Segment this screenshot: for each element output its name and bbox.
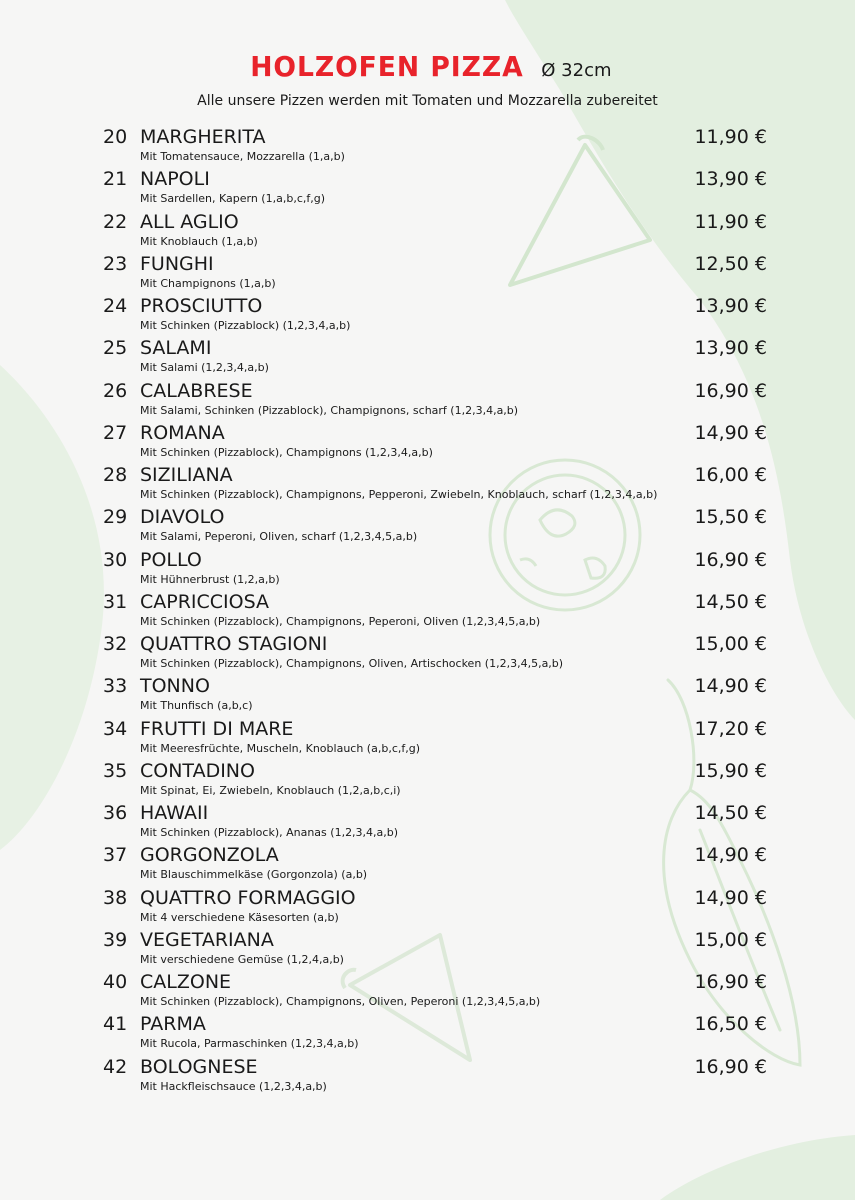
item-price: 15,00 €	[694, 928, 767, 951]
list-item	[0, 378, 855, 420]
item-name: TONNO	[140, 675, 210, 698]
item-name: ROMANA	[140, 421, 225, 444]
item-name: SIZILIANA	[140, 464, 233, 486]
item-name: CALABRESE	[140, 379, 253, 402]
item-number: 24	[103, 295, 128, 317]
item-description: Mit Blauschimmelkäse (Gorgonzola) (a,b)	[140, 868, 368, 882]
item-description: Mit Thunfisch (a,b,c)	[140, 699, 253, 713]
item-price: 16,90 €	[694, 548, 767, 571]
item-price: 16,90 €	[694, 971, 767, 993]
pizza-size: Ø 32cm	[541, 60, 612, 81]
list-item	[0, 166, 855, 208]
item-description: Mit Schinken (Pizzablock), Ananas (1,2,3,4,a,b)	[140, 826, 399, 839]
item-number: 26	[103, 379, 128, 402]
item-price: 16,00 €	[694, 464, 767, 486]
item-number: 41	[103, 1013, 128, 1036]
list-item	[0, 800, 855, 842]
item-description: Mit Meeresfrüchte, Muscheln, Knoblauch (a,b,c,f,g)	[140, 741, 421, 755]
item-description: Mit Salami (1,2,3,4,a,b)	[140, 361, 269, 375]
item-price: 14,90 €	[694, 844, 767, 867]
item-number: 37	[103, 844, 128, 867]
item-price: 16,50 €	[694, 1013, 767, 1036]
item-name: CONTADINO	[140, 759, 255, 782]
list-item	[0, 842, 855, 884]
item-name: PROSCIUTTO	[140, 295, 263, 317]
list-item	[0, 885, 855, 927]
item-number: 20	[103, 126, 128, 148]
item-price: 16,90 €	[694, 1055, 767, 1078]
item-description: Mit Schinken (Pizzablock), Champignons, Oliven, Peperoni (1,2,3,4,5,a,b)	[140, 995, 541, 1008]
item-description: Mit 4 verschiedene Käsesorten (a,b)	[140, 910, 339, 924]
item-price: 14,90 €	[694, 886, 767, 909]
item-description: Mit Champignons (1,a,b)	[140, 276, 276, 290]
item-number: 40	[103, 971, 128, 993]
item-name: MARGHERITA	[140, 126, 266, 148]
item-description: Mit Salami, Peperoni, Oliven, scharf (1,2,3,4,5,a,b)	[140, 530, 418, 544]
item-number: 30	[103, 548, 128, 571]
item-number: 39	[103, 928, 128, 951]
item-number: 32	[103, 633, 128, 655]
item-name: BOLOGNESE	[140, 1055, 258, 1078]
item-price: 11,90 €	[694, 210, 767, 233]
item-name: NAPOLI	[140, 168, 210, 191]
list-item	[0, 251, 855, 293]
item-name: SALAMI	[140, 337, 212, 360]
item-description: Mit Rucola, Parmaschinken (1,2,3,4,a,b)	[140, 1037, 359, 1051]
item-price: 14,90 €	[694, 675, 767, 698]
list-item	[0, 1054, 855, 1096]
item-number: 29	[103, 506, 128, 529]
item-description: Mit Schinken (Pizzablock), Champignons (1,2,3,4,a,b)	[140, 445, 433, 459]
menu-header	[0, 50, 855, 83]
list-item	[0, 673, 855, 715]
item-number: 22	[103, 210, 128, 233]
item-description: Mit Sardellen, Kapern (1,a,b,c,f,g)	[140, 192, 326, 206]
item-price: 12,50 €	[694, 252, 767, 275]
item-number: 31	[103, 590, 128, 613]
item-price: 15,50 €	[694, 506, 767, 529]
list-item	[0, 547, 855, 589]
item-price: 13,90 €	[694, 337, 767, 360]
item-number: 27	[103, 421, 128, 444]
item-number: 23	[103, 252, 128, 275]
item-price: 13,90 €	[694, 295, 767, 317]
item-number: 25	[103, 337, 128, 360]
list-item	[0, 420, 855, 462]
list-item	[0, 209, 855, 251]
item-number: 21	[103, 168, 128, 191]
item-name: DIAVOLO	[140, 506, 225, 529]
item-price: 15,90 €	[694, 759, 767, 782]
list-item	[0, 716, 855, 758]
item-number: 42	[103, 1055, 128, 1078]
item-number: 38	[103, 886, 128, 909]
item-description: Mit Schinken (Pizzablock), Champignons, Oliven, Artischocken (1,2,3,4,5,a,b)	[140, 657, 564, 670]
item-number: 34	[103, 717, 128, 740]
list-item	[0, 589, 855, 631]
list-item	[0, 1011, 855, 1053]
item-price: 17,20 €	[694, 717, 767, 740]
item-description: Mit Salami, Schinken (Pizzablock), Champignons, scharf (1,2,3,4,a,b)	[140, 403, 519, 417]
item-price: 13,90 €	[694, 168, 767, 191]
item-price: 14,50 €	[694, 802, 767, 824]
item-name: GORGONZOLA	[140, 844, 279, 867]
list-item	[0, 293, 855, 335]
item-price: 11,90 €	[694, 126, 767, 148]
item-name: QUATTRO STAGIONI	[140, 633, 328, 655]
list-item	[0, 335, 855, 377]
item-name: CAPRICCIOSA	[140, 590, 270, 613]
item-name: FRUTTI DI MARE	[140, 717, 294, 740]
item-description: Mit Hühnerbrust (1,2,a,b)	[140, 572, 280, 586]
item-description: Mit Tomatensauce, Mozzarella (1,a,b)	[140, 150, 345, 163]
item-number: 28	[103, 464, 128, 486]
item-name: FUNGHI	[140, 252, 214, 275]
item-description: Mit Schinken (Pizzablock), Champignons, Peperoni, Oliven (1,2,3,4,5,a,b)	[140, 614, 541, 628]
list-item	[0, 631, 855, 673]
item-description: Mit Hackfleischsauce (1,2,3,4,a,b)	[140, 1079, 327, 1093]
pizza-list	[0, 124, 855, 1096]
list-item	[0, 462, 855, 504]
item-number: 33	[103, 675, 128, 698]
item-name: PARMA	[140, 1013, 206, 1036]
item-description: Mit verschiedene Gemüse (1,2,4,a,b)	[140, 952, 344, 966]
item-name: POLLO	[140, 548, 202, 571]
item-price: 14,90 €	[694, 421, 767, 444]
item-name: QUATTRO FORMAGGIO	[140, 886, 356, 909]
list-item	[0, 927, 855, 969]
menu-title: HOLZOFEN PIZZA	[250, 50, 525, 83]
item-price: 14,50 €	[694, 590, 767, 613]
item-number: 36	[103, 802, 128, 824]
item-name: VEGETARIANA	[140, 928, 274, 951]
item-name: ALL AGLIO	[140, 210, 239, 233]
green-blob-bottom-shape	[660, 1135, 855, 1200]
list-item	[0, 504, 855, 546]
item-description: Mit Knoblauch (1,a,b)	[140, 234, 258, 248]
item-description: Mit Spinat, Ei, Zwiebeln, Knoblauch (1,2,a,b,c,i)	[140, 783, 401, 797]
item-price: 16,90 €	[694, 379, 767, 402]
item-description: Mit Schinken (Pizzablock), Champignons, Pepperoni, Zwiebeln, Knoblauch, scharf (1,2,3,4,a,b)	[140, 488, 658, 501]
list-item	[0, 758, 855, 800]
item-description: Mit Schinken (Pizzablock) (1,2,3,4,a,b)	[140, 319, 351, 332]
list-item	[0, 124, 855, 166]
list-item	[0, 969, 855, 1011]
item-number: 35	[103, 759, 128, 782]
item-price: 15,00 €	[694, 633, 767, 655]
menu-subtitle: Alle unsere Pizzen werden mit Tomaten und Mozzarella zubereitet	[197, 93, 658, 109]
item-name: HAWAII	[140, 802, 209, 824]
item-name: CALZONE	[140, 971, 232, 993]
